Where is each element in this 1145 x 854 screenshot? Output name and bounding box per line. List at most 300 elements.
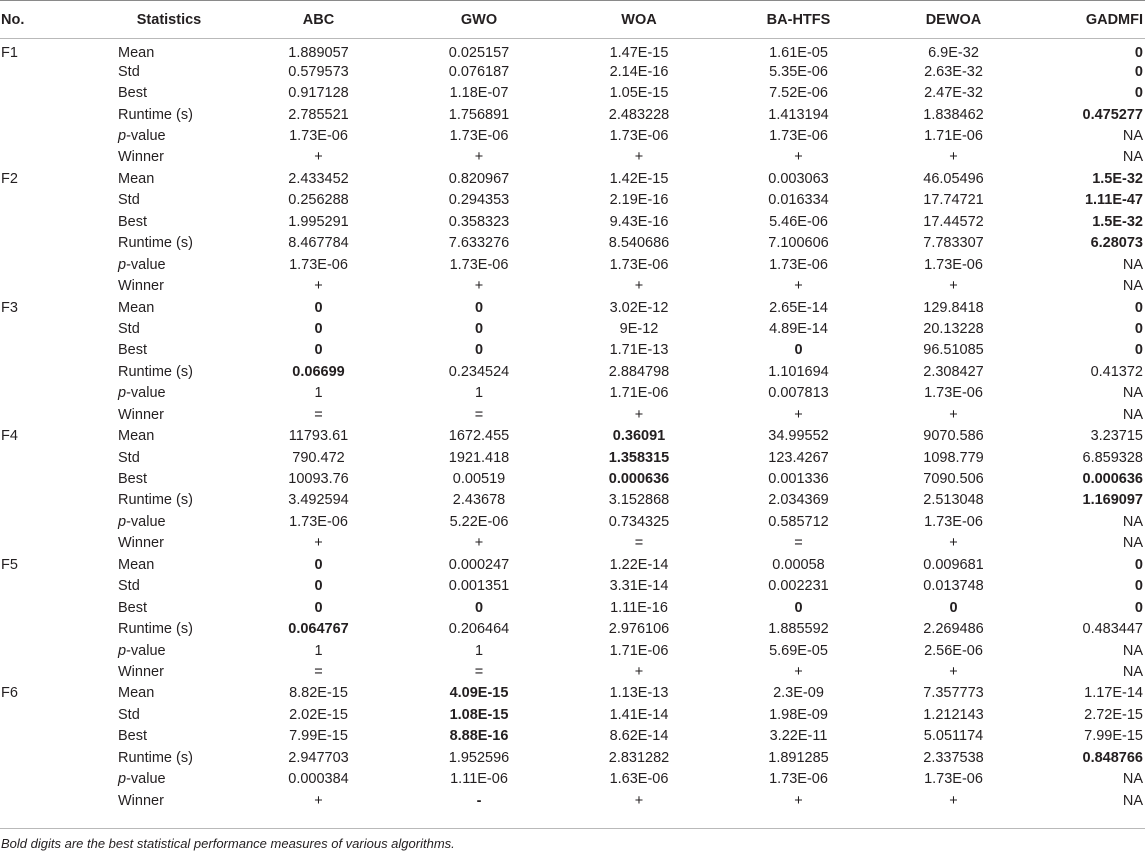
table-row [0,425,1145,446]
value-cell-dewoa: 1.73E-06 [924,385,983,402]
statistic-cell: Best [118,342,148,359]
value-cell-gwo: 1.73E-06 [449,128,509,145]
value-cell-gadmfi: 0.41372 [1090,363,1143,380]
value-cell-woa: 1.05E-15 [609,85,669,102]
table-row [0,468,1145,489]
header-abc: ABC [238,1,399,39]
value-cell-dewoa: 1098.779 [923,449,984,466]
value-cell-abc: 1.73E-06 [289,256,348,273]
value-cell-abc: 0.064767 [288,621,349,638]
value-cell-dewoa: 96.51085 [923,342,984,359]
table-row [0,147,1145,168]
function-cell [0,618,100,639]
function-cell: F4 [1,428,18,445]
statistic-cell: Mean [118,685,155,702]
statistic-cell: Best [118,728,148,745]
value-cell-abc: 0 [314,320,323,337]
statistic-cell: Runtime (s) [118,363,193,380]
table-row [0,254,1145,275]
function-cell: F3 [1,299,18,316]
value-cell-gwo: 1.756891 [448,106,510,123]
value-cell-gwo: 1921.418 [448,449,510,466]
function-cell [0,61,100,82]
value-cell-ba-htfs: 5.69E-05 [769,642,828,659]
statistic-cell [100,640,238,661]
value-cell-abc: 1.995291 [288,213,349,230]
statistic-cell: Winner [118,406,164,423]
function-cell [0,790,100,811]
value-cell-gadmfi: 0.475277 [1082,106,1143,123]
value-cell-dewoa: 0.013748 [923,578,984,595]
function-cell [0,404,100,425]
value-cell-gadmfi: 0 [1134,63,1143,80]
table-row [0,125,1145,146]
value-cell-ba-htfs: 123.4267 [768,449,829,466]
value-cell-dewoa: + [949,149,958,166]
value-cell-gadmfi: 1.169097 [1082,492,1143,509]
table-row [0,768,1145,789]
table-row [0,82,1145,103]
value-cell-dewoa: 2.269486 [923,621,984,638]
value-cell-gwo: + [474,149,484,166]
value-cell-abc: 0.917128 [288,85,349,102]
statistic-cell: Runtime (s) [118,106,193,123]
value-cell-gwo: 4.09E-15 [449,685,509,702]
function-cell [0,726,100,747]
statistic-cell: Winner [118,792,164,809]
value-cell-dewoa: 9070.586 [923,428,984,445]
p-value-suffix: -value [126,513,166,530]
function-cell [0,190,100,211]
value-cell-gadmfi: 7.99E-15 [1084,728,1143,745]
value-cell-abc: 0 [314,556,323,573]
value-cell-ba-htfs: 2.034369 [768,492,829,509]
value-cell-woa: 2.884798 [608,363,670,380]
value-cell-woa: 2.14E-16 [609,63,669,80]
header-no: No. [0,1,100,39]
value-cell-ba-htfs: 3.22E-11 [769,728,828,745]
value-cell-abc: = [314,406,323,423]
value-cell-gwo: 0.025157 [448,45,510,61]
value-cell-abc: + [314,278,323,295]
function-cell [0,211,100,232]
value-cell-woa: 1.358315 [608,449,670,466]
value-cell-gadmfi: NA [1122,771,1143,788]
value-cell-abc: 11793.61 [288,428,349,445]
table-header [0,1,1145,39]
statistic-cell: Runtime (s) [118,235,193,252]
value-cell-dewoa: 0 [949,599,958,616]
statistic-cell: Mean [118,556,155,573]
value-cell-gadmfi: 0.483447 [1082,621,1143,638]
p-value-suffix: -value [126,771,166,788]
value-cell-gwo: 0 [474,342,484,359]
value-cell-gadmfi: 0.000636 [1082,471,1143,488]
value-cell-dewoa: 2.63E-32 [924,63,983,80]
statistic-cell: Winner [118,663,164,680]
function-cell [0,533,100,554]
value-cell-gadmfi: 1.5E-32 [1092,213,1143,230]
table-row [0,318,1145,339]
value-cell-ba-htfs: 0 [794,342,803,359]
function-cell: F5 [1,556,18,573]
function-cell [0,704,100,725]
value-cell-gwo: 7.633276 [448,235,510,252]
value-cell-gwo: 0 [474,299,484,316]
table-footnote: Bold digits are the best statistical performance measures of various algorithms. [1,836,455,851]
value-cell-gadmfi: 0.848766 [1082,749,1143,766]
value-cell-ba-htfs: = [794,535,803,552]
value-cell-gadmfi: 0 [1134,342,1143,359]
statistic-cell [100,383,238,404]
value-cell-woa: + [634,149,644,166]
value-cell-woa: 3.152868 [608,492,670,509]
function-cell: F1 [1,45,18,61]
value-cell-woa: 9.43E-16 [609,213,669,230]
value-cell-ba-htfs: 1.413194 [768,106,829,123]
value-cell-abc: 0 [314,578,323,595]
value-cell-gwo: 0.820967 [448,170,510,187]
header-statistics: Statistics [100,1,238,39]
table-row [0,747,1145,768]
value-cell-dewoa: 2.47E-32 [924,85,983,102]
value-cell-abc: 790.472 [292,449,345,466]
p-letter: p [118,771,127,788]
value-cell-gadmfi: NA [1122,149,1143,166]
value-cell-ba-htfs: + [794,663,803,680]
value-cell-woa: + [634,406,644,423]
value-cell-dewoa: 2.513048 [923,492,984,509]
value-cell-abc: 10093.76 [288,471,349,488]
value-cell-ba-htfs: 0.003063 [768,170,829,187]
value-cell-ba-htfs: + [794,406,803,423]
value-cell-gadmfi: NA [1122,663,1143,680]
function-cell [0,768,100,789]
value-cell-woa: 2.831282 [608,749,670,766]
value-cell-gadmfi: NA [1122,385,1143,402]
table-row [0,576,1145,597]
value-cell-abc: 0.06699 [292,363,345,380]
value-cell-gwo: 1.08E-15 [449,706,509,723]
value-cell-dewoa: 1.73E-06 [924,771,983,788]
statistic-cell: Runtime (s) [118,621,193,638]
value-cell-gadmfi: 3.23715 [1090,428,1143,445]
value-cell-ba-htfs: 1.891285 [768,749,829,766]
value-cell-woa: + [634,663,644,680]
value-cell-gadmfi: 1.11E-47 [1084,192,1143,209]
value-cell-woa: 1.47E-15 [609,45,669,61]
table-row [0,618,1145,639]
value-cell-woa: = [634,535,644,552]
value-cell-gwo: 2.43678 [452,492,506,509]
value-cell-dewoa: 17.44572 [923,213,984,230]
value-cell-dewoa: 1.838462 [923,106,984,123]
table-row [0,168,1145,189]
value-cell-gadmfi: NA [1122,642,1143,659]
table-row [0,297,1145,318]
value-cell-dewoa: 0.009681 [923,556,984,573]
value-cell-gwo: 0.234524 [448,363,510,380]
value-cell-gadmfi: 0 [1134,85,1143,102]
table-row [0,597,1145,618]
value-cell-ba-htfs: 1.73E-06 [769,771,828,788]
value-cell-gwo: 0 [474,320,484,337]
table-row [0,490,1145,511]
function-cell [0,747,100,768]
value-cell-dewoa: 2.337538 [923,749,984,766]
value-cell-gadmfi: 1.17E-14 [1084,685,1143,702]
value-cell-woa: 3.02E-12 [609,299,669,316]
value-cell-gadmfi: NA [1122,278,1143,295]
value-cell-gadmfi: 1.5E-32 [1092,170,1143,187]
value-cell-abc: 8.467784 [288,235,349,252]
value-cell-woa: 3.31E-14 [609,578,669,595]
value-cell-ba-htfs: 7.100606 [768,235,829,252]
value-cell-abc: + [314,535,323,552]
value-cell-woa: 8.540686 [608,235,670,252]
value-cell-gwo: - [476,792,482,809]
value-cell-gwo: 1.11E-06 [450,771,508,788]
value-cell-abc: + [314,792,323,809]
value-cell-abc: = [314,663,323,680]
function-cell [0,383,100,404]
value-cell-gadmfi: NA [1122,535,1143,552]
table-row [0,104,1145,125]
header-gwo: GWO [399,1,559,39]
value-cell-ba-htfs: 0.585712 [768,513,829,530]
table-bottom-rule [0,828,1145,829]
statistic-cell: Winner [118,278,164,295]
table-row [0,190,1145,211]
function-cell [0,468,100,489]
function-cell [0,233,100,254]
value-cell-gwo: = [474,663,484,680]
statistic-cell: Runtime (s) [118,749,193,766]
value-cell-gwo: 5.22E-06 [449,513,509,530]
table-row [0,640,1145,661]
function-cell [0,661,100,682]
table-row [0,661,1145,682]
value-cell-gwo: 0.00519 [452,471,506,488]
statistic-cell: Std [118,706,140,723]
value-cell-dewoa: 7090.506 [923,471,984,488]
function-cell [0,147,100,168]
value-cell-gwo: 1 [474,385,484,402]
value-cell-ba-htfs: + [794,149,803,166]
value-cell-dewoa: 1.73E-06 [924,256,983,273]
statistic-cell: Winner [118,535,164,552]
table-row [0,790,1145,811]
value-cell-dewoa: 1.73E-06 [924,513,983,530]
statistic-cell: Best [118,213,148,230]
table-row [0,704,1145,725]
value-cell-abc: 8.82E-15 [289,685,348,702]
value-cell-gwo: 1.18E-07 [449,85,509,102]
value-cell-woa: 1.42E-15 [609,170,669,187]
value-cell-abc: 1.73E-06 [289,513,348,530]
statistic-cell: Std [118,449,140,466]
value-cell-ba-htfs: 0.00058 [772,556,825,573]
statistic-cell [100,125,238,146]
statistic-cell: Best [118,599,148,616]
function-cell [0,318,100,339]
p-letter: p [118,642,127,659]
p-value-suffix: -value [126,256,166,273]
value-cell-ba-htfs: 2.65E-14 [769,299,828,316]
function-cell [0,254,100,275]
value-cell-gadmfi: 6.859328 [1082,449,1143,466]
value-cell-dewoa: 5.051174 [923,728,984,745]
statistic-cell [100,511,238,532]
value-cell-gwo: 0.076187 [448,63,510,80]
value-cell-ba-htfs: 1.101694 [768,363,829,380]
value-cell-dewoa: 7.357773 [923,685,984,702]
statistic-cell [100,768,238,789]
statistic-cell: Std [118,578,140,595]
table-row [0,533,1145,554]
value-cell-gwo: 1.952596 [448,749,510,766]
p-letter: p [118,256,127,273]
value-cell-gwo: 0.206464 [448,621,510,638]
table-row [0,404,1145,425]
value-cell-gwo: 0.000247 [448,556,510,573]
table-row [0,340,1145,361]
value-cell-ba-htfs: 34.99552 [768,428,829,445]
value-cell-woa: 0.000636 [608,471,670,488]
value-cell-woa: 0.734325 [608,513,670,530]
statistic-cell [100,254,238,275]
value-cell-dewoa: 2.308427 [923,363,984,380]
value-cell-dewoa: 1.71E-06 [924,128,983,145]
value-cell-abc: 0 [314,599,323,616]
statistic-cell: Mean [118,45,155,61]
value-cell-ba-htfs: 7.52E-06 [769,85,828,102]
value-cell-abc: 0 [314,299,323,316]
value-cell-abc: 1.73E-06 [289,128,348,145]
value-cell-gadmfi: 2.72E-15 [1084,706,1143,723]
table-row [0,447,1145,468]
value-cell-dewoa: 17.74721 [923,192,984,209]
p-value-suffix: -value [126,385,166,402]
value-cell-abc: 0.000384 [288,771,349,788]
value-cell-gwo: 0 [474,599,484,616]
value-cell-abc: + [314,149,323,166]
p-value-suffix: -value [126,642,166,659]
table-row [0,683,1145,704]
value-cell-woa: 1.71E-06 [609,385,669,402]
value-cell-abc: 7.99E-15 [289,728,348,745]
value-cell-woa: 9E-12 [619,320,659,337]
value-cell-ba-htfs: 1.98E-09 [769,706,828,723]
value-cell-woa: + [634,278,644,295]
value-cell-gadmfi: 0 [1134,320,1143,337]
value-cell-gwo: 8.88E-16 [449,728,509,745]
function-cell: F6 [1,685,18,702]
value-cell-gwo: 0.001351 [448,578,510,595]
value-cell-dewoa: 6.9E-32 [928,45,979,61]
value-cell-gadmfi: NA [1122,513,1143,530]
value-cell-woa: 8.62E-14 [609,728,669,745]
value-cell-abc: 1 [314,642,323,659]
value-cell-gadmfi: NA [1122,256,1143,273]
value-cell-dewoa: + [949,792,958,809]
value-cell-woa: 1.22E-14 [609,556,669,573]
p-value-suffix: -value [126,128,166,145]
value-cell-abc: 0.579573 [288,63,349,80]
function-cell [0,125,100,146]
value-cell-abc: 1.889057 [288,45,349,61]
table-row [0,554,1145,575]
value-cell-ba-htfs: 1.885592 [768,621,829,638]
header-dewoa: DEWOA [878,1,1029,39]
value-cell-gwo: = [474,406,484,423]
value-cell-ba-htfs: 5.46E-06 [769,213,828,230]
value-cell-gadmfi: 0 [1134,299,1143,316]
function-cell [0,104,100,125]
value-cell-gwo: 0.358323 [448,213,510,230]
function-cell: F2 [1,170,18,187]
value-cell-gwo: + [474,535,484,552]
table-row [0,383,1145,404]
function-cell [0,597,100,618]
value-cell-dewoa: + [949,406,958,423]
value-cell-woa: 1.71E-13 [609,342,669,359]
value-cell-gadmfi: NA [1122,406,1143,423]
value-cell-ba-htfs: 2.3E-09 [773,685,824,702]
p-letter: p [118,128,127,145]
value-cell-abc: 2.785521 [288,106,349,123]
statistic-cell: Mean [118,299,155,316]
value-cell-dewoa: 46.05496 [923,170,984,187]
value-cell-gadmfi: NA [1122,792,1143,809]
table-row [0,39,1145,62]
value-cell-dewoa: + [949,663,958,680]
statistic-cell: Std [118,63,140,80]
table-row [0,275,1145,296]
header-ba-htfs: BA-HTFS [719,1,878,39]
value-cell-dewoa: 7.783307 [923,235,984,252]
function-cell [0,275,100,296]
table-row [0,361,1145,382]
table-row [0,233,1145,254]
header-woa: WOA [559,1,719,39]
value-cell-woa: 2.483228 [608,106,670,123]
value-cell-dewoa: + [949,535,958,552]
statistic-cell: Runtime (s) [118,492,193,509]
value-cell-gadmfi: 6.28073 [1090,235,1143,252]
value-cell-gadmfi: 0 [1134,578,1143,595]
value-cell-ba-htfs: + [794,792,803,809]
value-cell-woa: 1.73E-06 [609,256,669,273]
value-cell-ba-htfs: 4.89E-14 [769,320,828,337]
value-cell-woa: 2.976106 [608,621,670,638]
value-cell-dewoa: 2.56E-06 [924,642,983,659]
value-cell-ba-htfs: 1.73E-06 [769,128,828,145]
function-cell [0,640,100,661]
value-cell-abc: 0.256288 [288,192,349,209]
value-cell-gwo: 1.73E-06 [449,256,509,273]
function-cell [0,82,100,103]
value-cell-ba-htfs: 0 [794,599,803,616]
value-cell-abc: 2.02E-15 [289,706,348,723]
value-cell-dewoa: 20.13228 [923,320,984,337]
statistic-cell: Std [118,320,140,337]
p-letter: p [118,513,127,530]
function-cell [0,447,100,468]
value-cell-dewoa: + [949,278,958,295]
value-cell-gadmfi: NA [1122,128,1143,145]
statistic-cell: Winner [118,149,164,166]
